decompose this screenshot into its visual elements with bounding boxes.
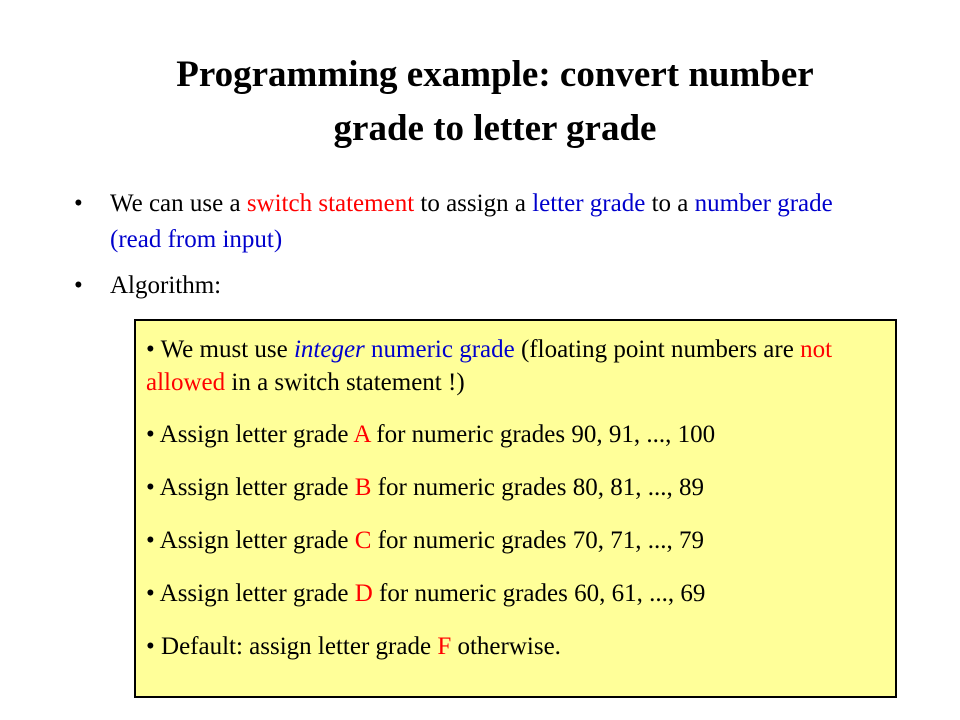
slide-title bbox=[60, 48, 930, 156]
box-item-grade-d bbox=[146, 577, 885, 610]
box-item-integer-note bbox=[146, 333, 885, 399]
bullet-list bbox=[74, 186, 874, 314]
box-text: (floating point numbers are bbox=[514, 336, 801, 363]
grade-letter-d: D bbox=[354, 580, 373, 607]
box-bullet-dot: • bbox=[146, 527, 155, 554]
box-text: Default: assign letter grade bbox=[161, 633, 438, 660]
bullet-text: to a bbox=[645, 190, 695, 217]
grade-letter-a: A bbox=[353, 421, 371, 448]
grade-letter-c: C bbox=[354, 527, 372, 554]
slide-title-line-2: grade to letter grade bbox=[333, 108, 657, 149]
box-text: in a switch statement !) bbox=[225, 369, 465, 396]
box-item-default bbox=[146, 630, 885, 663]
box-bullet-dot: • bbox=[146, 421, 155, 448]
bullet-item-algorithm bbox=[74, 268, 874, 304]
box-bullet-dot: • bbox=[146, 580, 155, 607]
box-text: Assign letter grade bbox=[159, 580, 355, 607]
grade-letter-b: B bbox=[354, 474, 372, 501]
box-text: for numeric grades 80, 81, ..., 89 bbox=[371, 474, 704, 501]
box-text: for numeric grades 90, 91, ..., 100 bbox=[370, 421, 716, 448]
slide-title-line-1: Programming example: convert number bbox=[176, 54, 814, 95]
algorithm-label: Algorithm: bbox=[110, 272, 222, 299]
box-text: Assign letter grade bbox=[159, 474, 355, 501]
box-text: for numeric grades 60, 61, ..., 69 bbox=[372, 580, 706, 607]
box-item-grade-c bbox=[146, 524, 885, 557]
box-item-grade-b bbox=[146, 471, 885, 504]
bullet-text: to assign a bbox=[414, 190, 533, 217]
grade-letter-f: F bbox=[437, 633, 452, 660]
box-text: for numeric grades 70, 71, ..., 79 bbox=[371, 527, 704, 554]
integer-highlight: integer bbox=[293, 336, 365, 363]
bullet-dot: • bbox=[74, 272, 83, 299]
box-text: Assign letter grade bbox=[159, 421, 354, 448]
box-item-grade-a bbox=[146, 418, 885, 451]
numeric-grade-highlight: numeric grade bbox=[371, 336, 515, 363]
switch-statement-highlight: switch statement bbox=[246, 190, 415, 217]
box-bullet-dot: • bbox=[146, 633, 155, 660]
letter-grade-highlight: letter grade bbox=[532, 190, 646, 217]
box-bullet-dot: • bbox=[146, 336, 155, 363]
algorithm-box bbox=[134, 319, 897, 698]
bullet-item-switch-statement bbox=[74, 186, 874, 258]
box-text: We must use bbox=[160, 336, 294, 363]
bullet-dot: • bbox=[74, 190, 83, 217]
number-grade-highlight: number grade (read from input) bbox=[110, 190, 833, 253]
box-text: Assign letter grade bbox=[159, 527, 355, 554]
bullet-text: We can use a bbox=[110, 190, 247, 217]
box-bullet-dot: • bbox=[146, 474, 155, 501]
not-allowed-highlight: not allowed bbox=[146, 336, 833, 396]
box-text: otherwise. bbox=[451, 633, 561, 660]
